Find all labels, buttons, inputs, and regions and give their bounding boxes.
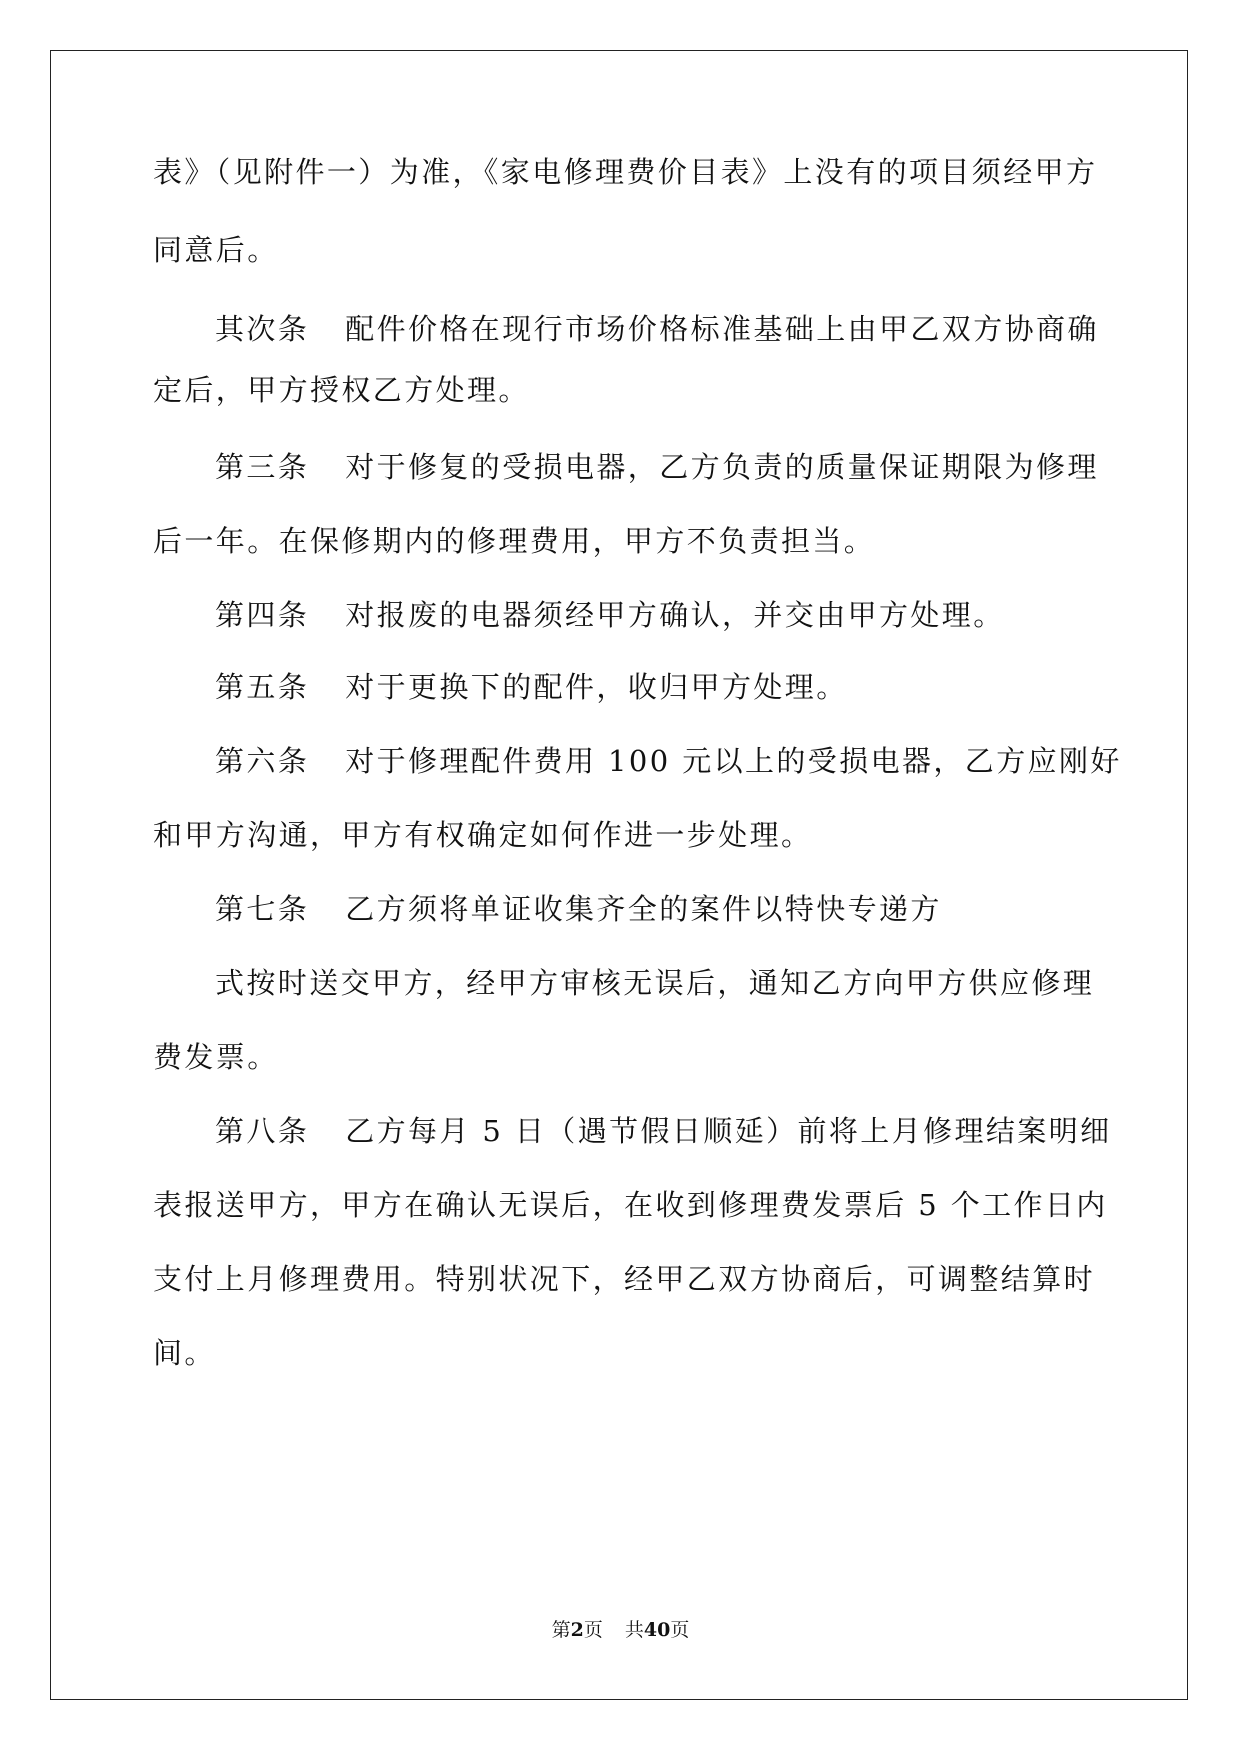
article-number: 第六条: [215, 744, 310, 778]
article-number: 第三条: [215, 450, 310, 484]
paragraph-line: 同意后。: [153, 233, 279, 267]
footer-prefix: 第: [551, 1619, 571, 1641]
article-number: 第四条: [215, 598, 310, 632]
page-footer: [0, 1618, 1241, 1642]
paragraph-line: 间。: [153, 1336, 216, 1370]
paragraph-line: 费发票。: [153, 1040, 279, 1074]
article-3-line: [215, 449, 1099, 485]
article-2-line: [215, 311, 1099, 347]
article-4-line: [215, 597, 1005, 633]
article-7-line: [215, 891, 942, 927]
footer-total-prefix: 共: [624, 1619, 644, 1641]
paragraph-line: 表报送甲方，甲方在确认无误后，在收到修理费发票后 5 个工作日内: [153, 1188, 1108, 1222]
page-border: [50, 50, 1188, 1700]
article-number: 第七条: [215, 892, 310, 926]
article-text: 乙方每月 5 日（遇节假日顺延）前将上月修理结案明细: [345, 1114, 1112, 1148]
article-text: 配件价格在现行市场价格标准基础上由甲乙双方协商确: [345, 312, 1099, 346]
article-number: 其次条: [215, 312, 310, 346]
article-text: 对报废的电器须经甲方确认，并交由甲方处理。: [345, 598, 1005, 632]
article-6-line: [215, 743, 1122, 779]
article-number: 第五条: [215, 670, 310, 704]
paragraph-line: 支付上月修理费用。特别状况下，经甲乙双方协商后，可调整结算时: [153, 1262, 1096, 1296]
paragraph-line: 后一年。在保修期内的修理费用，甲方不负责担当。: [153, 524, 876, 558]
paragraph-line: 定后，甲方授权乙方处理。: [153, 373, 530, 407]
article-8-line: [215, 1113, 1112, 1149]
article-text: 对于更换下的配件，收归甲方处理。: [345, 670, 848, 704]
article-number: 第八条: [215, 1114, 310, 1148]
article-text: 对于修理配件费用 100 元以上的受损电器，乙方应刚好: [345, 744, 1122, 778]
paragraph-line: 和甲方沟通，甲方有权确定如何作进一步处理。: [153, 818, 813, 852]
paragraph-line: 式按时送交甲方，经甲方审核无误后，通知乙方向甲方供应修理: [215, 966, 1095, 1000]
article-text: 乙方须将单证收集齐全的案件以特快专递方: [345, 892, 942, 926]
current-page-number: 2: [570, 1619, 584, 1641]
footer-page-suffix: 页: [583, 1619, 603, 1641]
total-pages-number: 40: [643, 1619, 671, 1641]
footer-total-suffix: 页: [670, 1619, 690, 1641]
paragraph-line: 表》（见附件一）为准，《家电修理费价目表》上没有的项目须经甲方: [153, 155, 1098, 189]
article-5-line: [215, 669, 848, 705]
article-text: 对于修复的受损电器，乙方负责的质量保证期限为修理: [345, 450, 1099, 484]
